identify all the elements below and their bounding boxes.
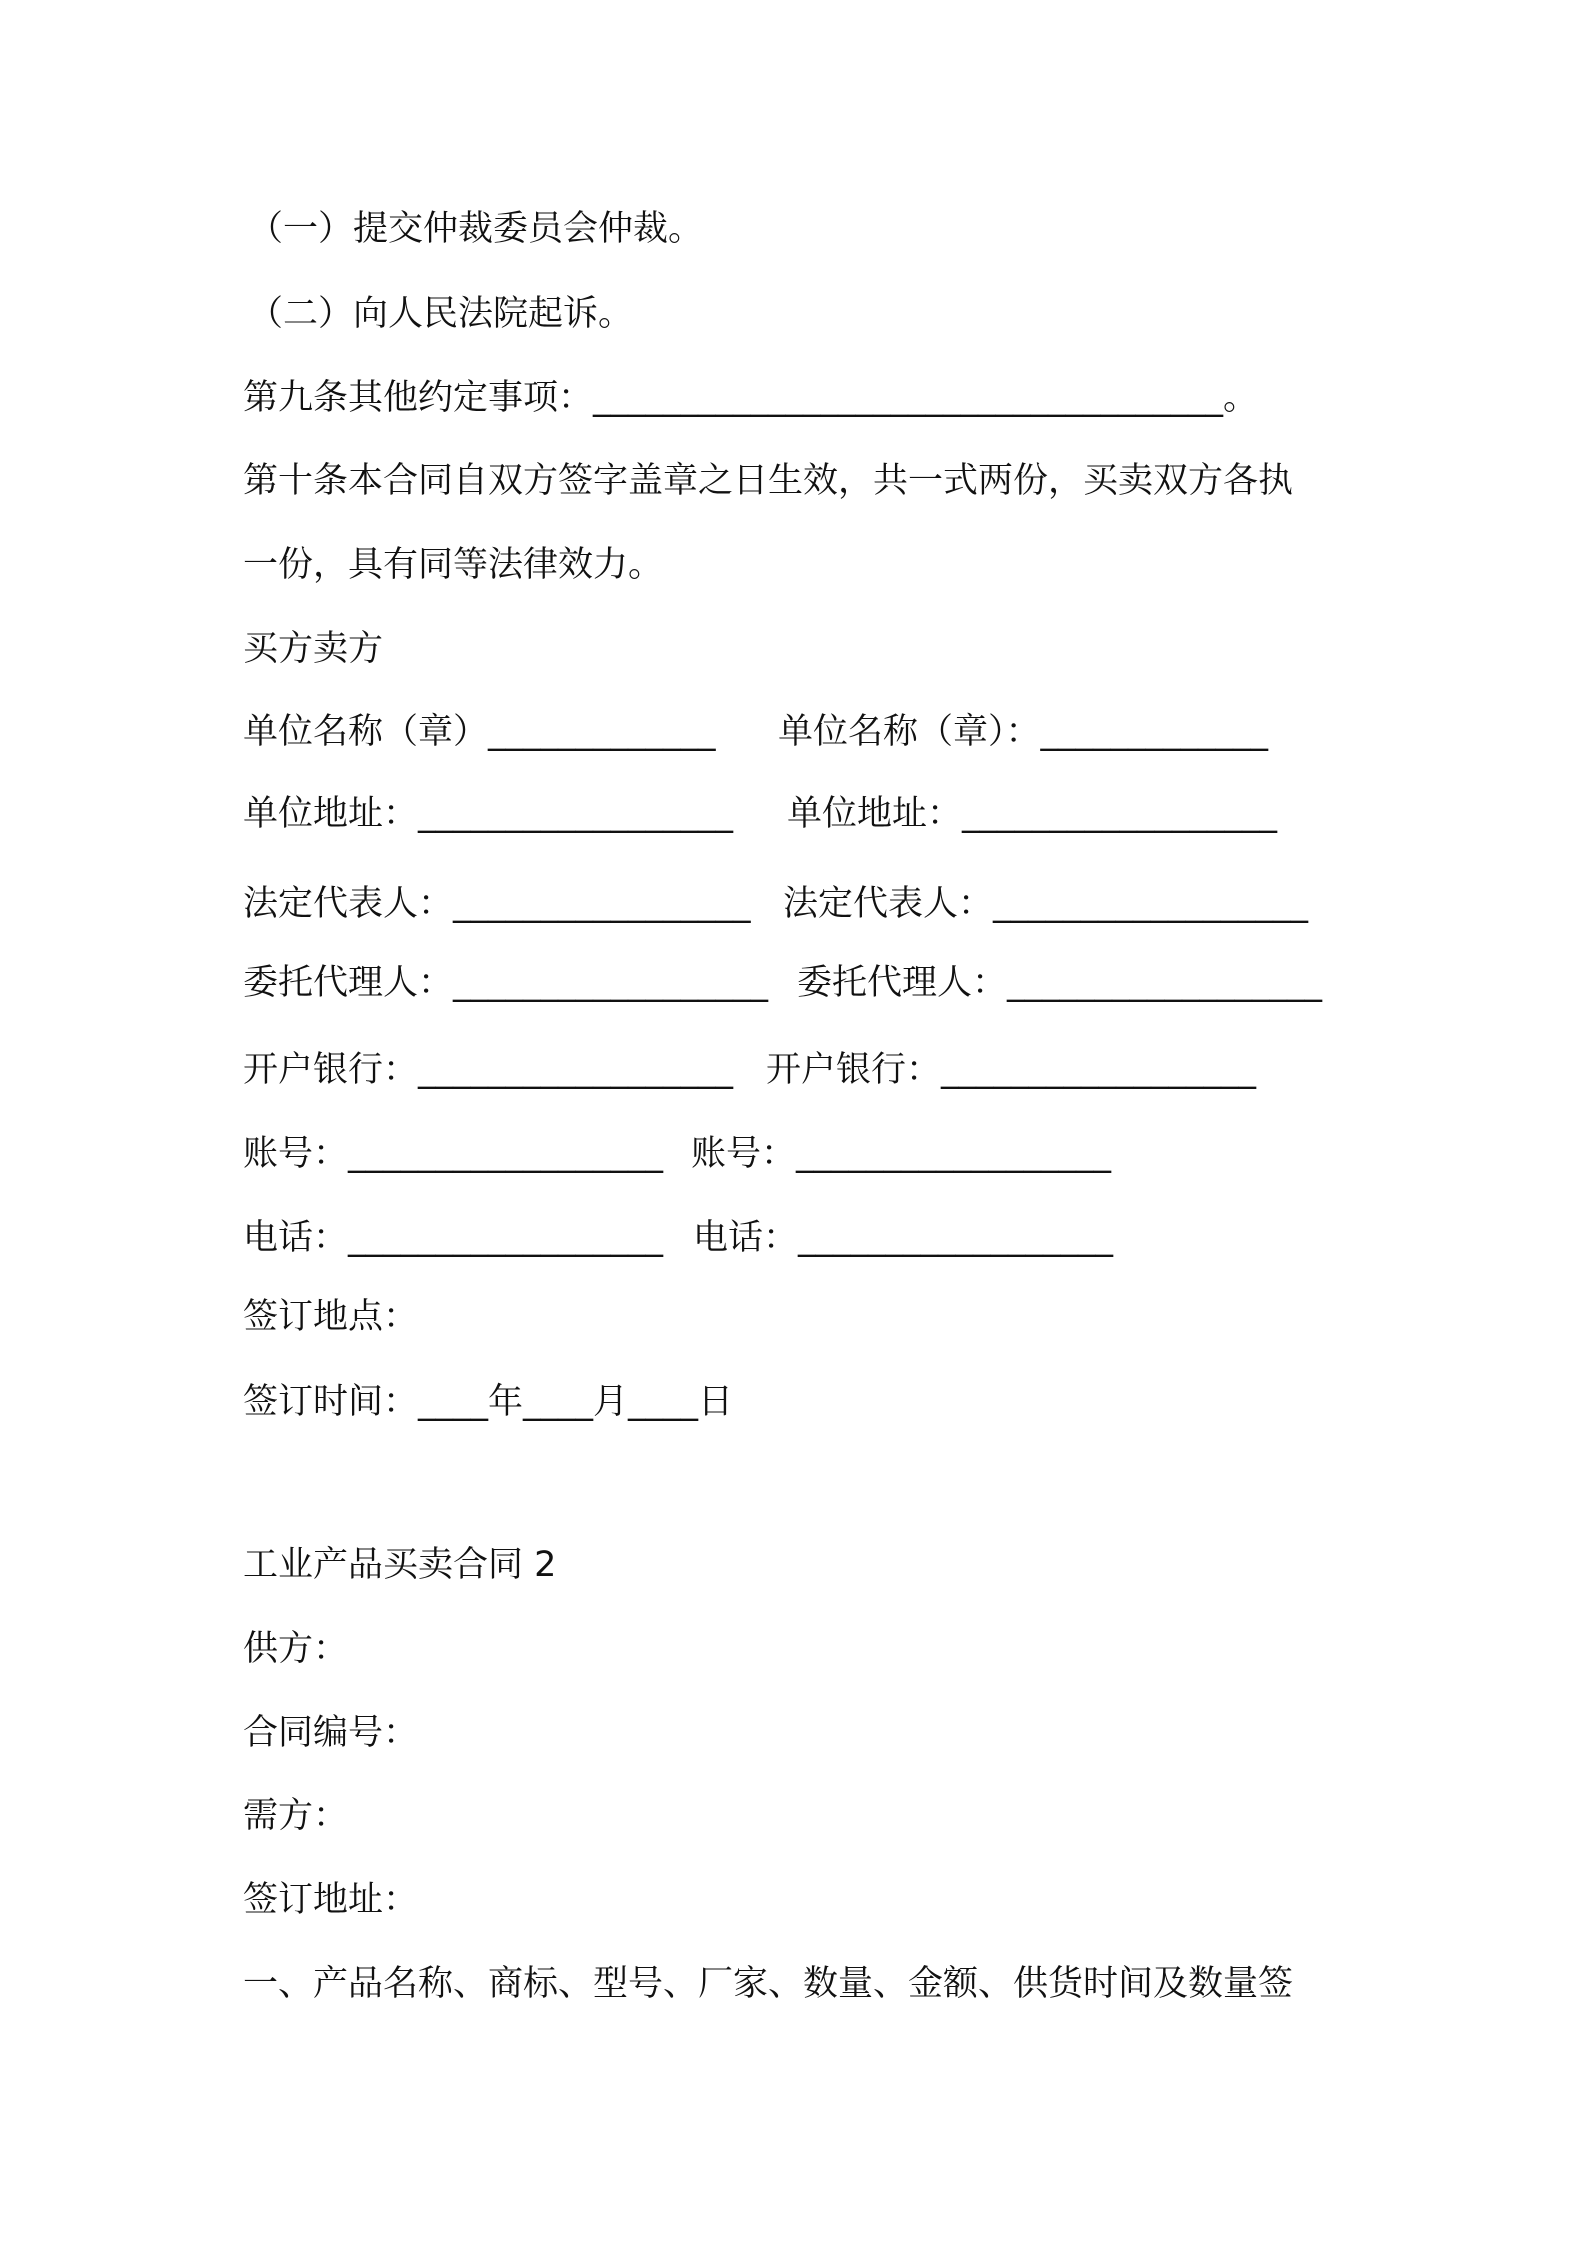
arbitration-option-2: （二）向人民法院起诉。	[248, 294, 634, 334]
supplier-label: 供方：	[243, 1629, 349, 1669]
sign-place: 签订地点：	[243, 1297, 419, 1337]
address-seller: 单位地址：__________________	[787, 794, 1278, 834]
article-10-line-1: 第十条本合同自双方签字盖章之日生效，共一式两份，买卖双方各执	[243, 461, 1294, 501]
phone-buyer: 电话：__________________	[243, 1218, 664, 1258]
parties-header: 买方卖方	[243, 629, 384, 669]
unit-name-buyer: 单位名称（章）_____________	[243, 712, 716, 752]
legal-rep-seller: 法定代表人：__________________	[783, 884, 1309, 924]
unit-name-seller: 单位名称（章）：_____________	[778, 712, 1269, 752]
account-seller: 账号：__________________	[691, 1134, 1112, 1174]
clause-1: 一、产品名称、商标、型号、厂家、数量、金额、供货时间及数量签	[243, 1964, 1294, 2004]
contract-number-label: 合同编号：	[243, 1713, 419, 1753]
agent-seller: 委托代理人：__________________	[797, 963, 1323, 1003]
address-buyer: 单位地址：__________________	[243, 794, 734, 834]
account-buyer: 账号：__________________	[243, 1134, 664, 1174]
article-10-line-2: 一份，具有同等法律效力。	[243, 545, 664, 585]
agent-buyer: 委托代理人：__________________	[243, 963, 769, 1003]
sign-time: 签订时间：____年____月____日	[243, 1382, 734, 1422]
legal-rep-buyer: 法定代表人：_________________	[243, 884, 751, 924]
contract-2-title: 工业产品买卖合同 2	[243, 1545, 557, 1585]
bank-seller: 开户银行：__________________	[766, 1050, 1257, 1090]
sign-address-label: 签订地址：	[243, 1880, 419, 1920]
phone-seller: 电话：__________________	[693, 1218, 1114, 1258]
arbitration-option-1: （一）提交仲裁委员会仲裁。	[248, 209, 704, 249]
bank-buyer: 开户银行：__________________	[243, 1050, 734, 1090]
buyer-label: 需方：	[243, 1796, 349, 1836]
article-9: 第九条其他约定事项：____________________________________。	[243, 378, 1259, 418]
